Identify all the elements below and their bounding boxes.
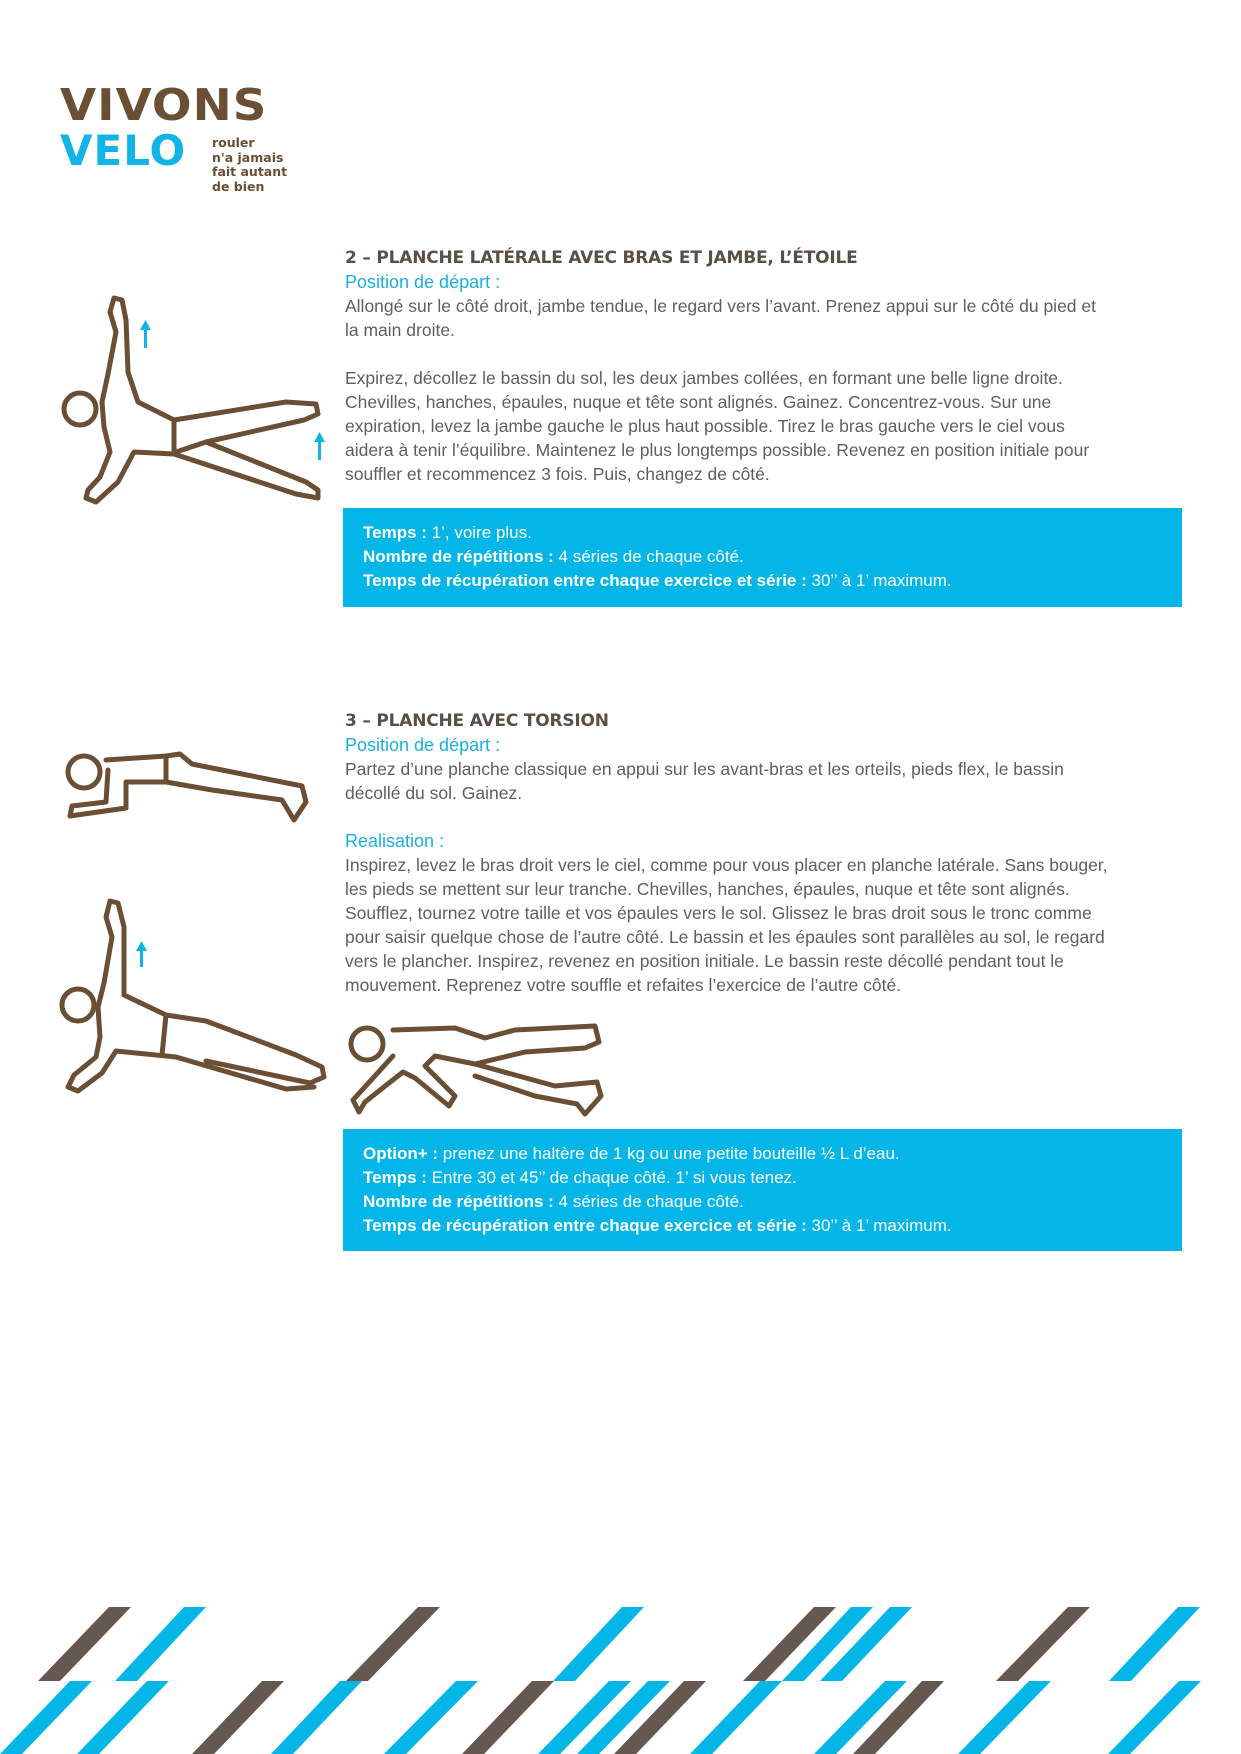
info-value: prenez une haltère de 1 kg ou une petite bouteille ½ L d’eau. (438, 1144, 900, 1163)
logo-tagline-line: n'a jamais (212, 149, 284, 165)
side-plank-star-illustration (56, 292, 331, 506)
realisation-label: Realisation : (345, 831, 445, 851)
info-value: 4 séries de chaque côté. (553, 1192, 744, 1211)
stripe (958, 1681, 1051, 1754)
info-label: Temps de récupération entre chaque exercice et série : (363, 571, 807, 590)
stripe (1109, 1607, 1200, 1681)
info-line-recovery (363, 569, 1182, 593)
stripe (384, 1681, 478, 1754)
info-value: 4 séries de chaque côté. (553, 547, 744, 566)
start-position-text: Allongé sur le côté droit, jambe tendue, le regard vers l’avant. Prenez appui sur le côté du pied et (345, 296, 1096, 316)
logo-line-velo: VELO (60, 126, 187, 175)
info-line-time (363, 1166, 1182, 1190)
plank-torsion-illustration (345, 1016, 627, 1120)
info-value: Entre 30 et 45’’ de chaque côté. 1’ si vous tenez. (426, 1168, 797, 1187)
vivons-velo-logo (60, 80, 300, 196)
decorative-stripes (0, 1600, 1241, 1754)
stripe (690, 1681, 782, 1754)
stripe (38, 1607, 131, 1681)
info-label: Temps : (363, 1168, 427, 1187)
exercise-title: 3 – PLANCHE AVEC TORSION (345, 711, 609, 731)
info-value: 30’’ à 1’ maximum. (806, 1216, 952, 1235)
info-value: 30’’ à 1’ maximum. (806, 571, 952, 590)
instruction-text: les pieds se mettent sur leur tranche. Chevilles, hanches, épaules, nuque et tête sont alignés. (345, 879, 1070, 899)
side-plank-arm-up-illustration (56, 897, 330, 1101)
instruction-text: mouvement. Reprenez votre souffle et refaites l’exercice de l’autre côté. (345, 975, 902, 995)
info-line-repetitions (363, 1190, 1182, 1214)
stripe (0, 1681, 92, 1754)
start-position-label: Position de départ : (345, 272, 501, 292)
stripe (192, 1681, 284, 1754)
stripe (271, 1681, 362, 1754)
info-line-time (363, 521, 1182, 545)
logo-tagline-line: rouler (212, 135, 255, 150)
instruction-text: pour saisir quelque chose de l’autre côté. Le bassin et les épaules sont parallèles au sol, le regard (345, 927, 1105, 947)
forearm-plank-illustration (62, 750, 318, 826)
up-arrow-icon (140, 320, 151, 348)
exercise-info-box (343, 508, 1182, 607)
instruction-text: Expirez, décollez le bassin du sol, les deux jambes collées, en formant une belle ligne droite. (345, 368, 1063, 388)
start-position-text: Partez d’une planche classique en appui sur les avant-bras et les orteils, pieds flex, le bassin (345, 759, 1064, 779)
instruction-text: Chevilles, hanches, épaules, nuque et tête sont alignés. Gainez. Concentrez-vous. Sur une (345, 392, 1052, 412)
stripe (996, 1607, 1090, 1681)
info-label: Temps : (363, 523, 427, 542)
logo-line-vivons: VIVONS (60, 80, 268, 131)
stripe (462, 1681, 554, 1754)
instruction-text: Soufflez, tournez votre taille et vos épaules vers le sol. Glissez le bras droit sous le tronc comme (345, 903, 1092, 923)
up-arrow-icon (314, 432, 325, 460)
stripe (1108, 1681, 1201, 1754)
up-arrow-icon (136, 941, 147, 967)
instruction-text: vers le plancher. Inspirez, revenez en position initiale. Le bassin reste décollé pendant tout le (345, 951, 1064, 971)
logo-tagline-line: fait autant (212, 164, 288, 179)
info-label: Nombre de répétitions : (363, 1192, 554, 1211)
info-line-recovery (363, 1214, 1182, 1238)
info-line-option (363, 1142, 1182, 1166)
info-value: 1’, voire plus. (426, 523, 532, 542)
start-position-text: décollé du sol. Gainez. (345, 783, 523, 803)
exercise-section-3 (345, 709, 1190, 997)
instruction-text: expiration, levez la jambe gauche le plus haut possible. Tirez le bras gauche vers le ciel vous (345, 416, 1065, 436)
stripe (553, 1607, 644, 1681)
info-label: Nombre de répétitions : (363, 547, 554, 566)
exercise-title: 2 – PLANCHE LATÉRALE AVEC BRAS ET JAMBE, L’ÉTOILE (345, 248, 858, 268)
stripe (346, 1607, 440, 1681)
logo-tagline (212, 136, 287, 194)
stripe (115, 1607, 206, 1681)
exercise-info-box (343, 1129, 1182, 1251)
stripe (77, 1681, 169, 1754)
exercise-section-2 (345, 246, 1190, 486)
info-label: Option+ : (363, 1144, 439, 1163)
info-label: Temps de récupération entre chaque exercice et série : (363, 1216, 807, 1235)
instruction-text: aidera à tenir l’équilibre. Maintenez le plus longtemps possible. Revenez en position initiale pour (345, 440, 1090, 460)
instruction-text: Inspirez, levez le bras droit vers le ciel, comme pour vous placer en planche latérale. Sans bouger, (345, 855, 1108, 875)
logo-tagline-line: de bien (212, 178, 265, 194)
info-line-repetitions (363, 545, 1182, 569)
instruction-text: souffler et recommencez 3 fois. Puis, changez de côté. (345, 464, 770, 484)
start-position-label: Position de départ : (345, 735, 501, 755)
start-position-text: la main droite. (345, 320, 455, 340)
